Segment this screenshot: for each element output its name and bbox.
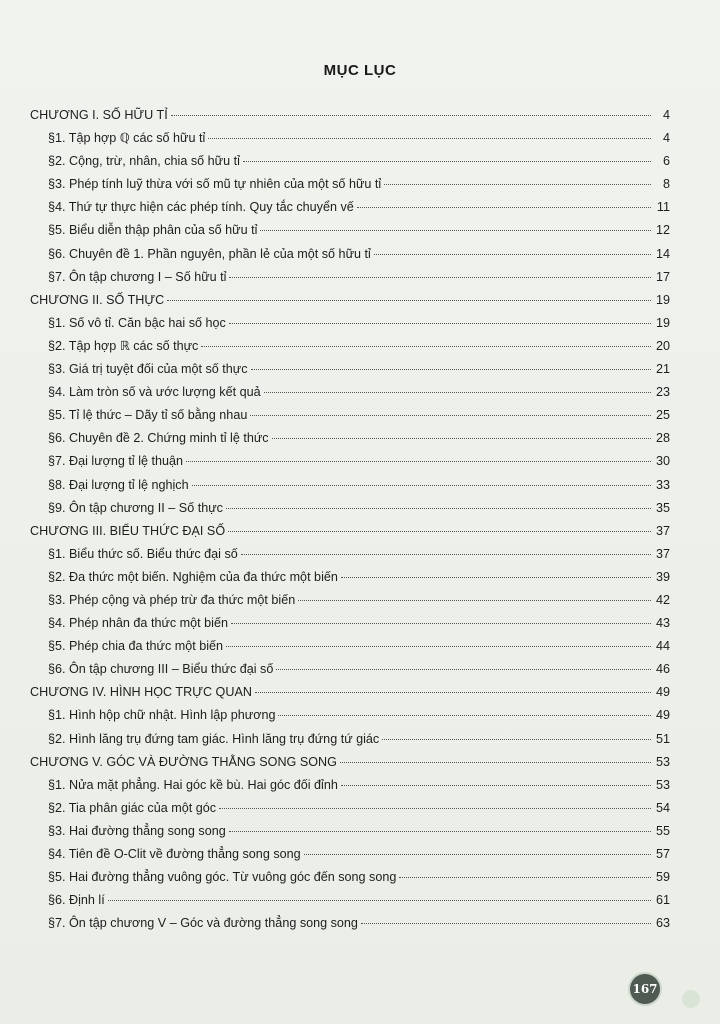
toc-entry-page: 25 [655,408,670,423]
dot-leader [231,623,651,624]
toc-entry-page: 57 [655,847,670,861]
dot-leader [255,692,651,693]
dot-leader [250,415,651,416]
dot-leader [167,300,651,301]
dot-leader [229,323,651,324]
toc-entry-label: CHƯƠNG I. SỐ HỮU TỈ [30,108,168,122]
toc-section-row[interactable] [30,704,670,727]
toc-section-row[interactable] [30,589,670,612]
toc-chapter-row[interactable] [30,289,670,312]
toc-entry-page: 19 [655,315,670,330]
dot-leader [260,230,651,231]
toc-entry-label: §6. Chuyên đề 2. Chứng minh tỉ lệ thức [48,431,269,446]
dot-leader [384,184,651,185]
toc-entry-label: §4. Làm tròn số và ước lượng kết quả [48,385,261,400]
toc-entry-label: §4. Thứ tự thực hiện các phép tính. Quy tắc chuyển vế [48,200,354,215]
dot-leader [219,808,651,809]
dot-leader [304,854,651,855]
toc-chapter-row[interactable] [30,104,670,127]
toc-entry-label: §2. Cộng, trừ, nhân, chia số hữu tỉ [48,154,240,169]
toc-entry-label: §3. Hai đường thẳng song song [48,823,226,838]
toc-entry-label: §7. Ôn tập chương I – Số hữu tỉ [48,269,227,284]
dot-leader [361,923,651,924]
toc-entry-page: 8 [662,177,670,192]
toc-entry-page: 4 [662,108,670,122]
dot-leader [201,346,651,347]
toc-entry-page: 51 [655,731,670,746]
toc-entry-page: 49 [655,708,670,723]
dot-leader [243,161,651,162]
toc-entry-label: §2. Tập hợp ℝ các số thực [48,338,199,353]
toc-entry-page: 43 [655,616,670,631]
toc-section-row[interactable] [30,404,670,427]
toc-entry-label: §2. Hình lăng trụ đứng tam giác. Hình lăng trụ đứng tứ giác [48,731,380,746]
dot-leader [272,438,651,439]
toc-entry-label: §1. Số vô tỉ. Căn bậc hai số học [48,315,226,330]
toc-entry-page: 11 [656,200,670,215]
toc-section-row[interactable] [30,243,670,266]
dot-leader [208,138,651,139]
toc-section-row[interactable] [30,358,670,381]
toc-entry-label: §2. Đa thức một biến. Nghiệm của đa thức một biến [48,569,338,584]
toc-entry-label: §7. Ôn tập chương V – Góc và đường thẳng song song [48,916,358,931]
toc-entry-page: 44 [655,639,670,654]
toc-section-row[interactable] [30,381,670,404]
toc-entry-page: 37 [655,523,670,538]
toc-entry-label: CHƯƠNG IV. HÌNH HỌC TRỰC QUAN [30,685,252,700]
toc-entry-label: §5. Hai đường thẳng vuông góc. Từ vuông góc đến song song [48,870,397,885]
dot-leader [374,254,651,255]
toc-entry-page: 19 [655,292,670,307]
dot-leader [241,554,651,555]
toc-section-row[interactable] [30,612,670,635]
dot-leader [264,392,651,393]
toc-entry-page: 49 [655,685,670,700]
toc-chapter-row[interactable] [30,520,670,543]
toc-entry-page: 53 [655,754,670,769]
decorative-circle [682,990,700,1008]
toc-entry-label: CHƯƠNG V. GÓC VÀ ĐƯỜNG THẲNG SONG SONG [30,754,337,769]
toc-section-row[interactable] [30,266,670,289]
toc-entry-page: 46 [655,662,670,677]
toc-section-row[interactable] [30,658,670,681]
toc-section-row[interactable] [30,866,670,889]
toc-section-row[interactable] [30,427,670,450]
toc-entry-page: 37 [655,546,670,561]
toc-entry-page: 4 [662,131,670,146]
toc-chapter-row[interactable] [30,681,670,704]
toc-section-row[interactable] [30,219,670,242]
dot-leader [192,485,651,486]
dot-leader [229,831,651,832]
toc-entry-label: §6. Ôn tập chương III – Biểu thức đại số [48,662,274,677]
toc-entry-page: 54 [655,800,670,815]
dot-leader [226,508,651,509]
toc-entry-label: §3. Phép cộng và phép trừ đa thức một biến [48,592,296,607]
dot-leader [357,207,651,208]
toc-entry-page: 20 [655,338,670,353]
toc-entry-page: 61 [655,893,670,908]
toc-entry-label: CHƯƠNG II. SỐ THỰC [30,292,165,307]
toc-entry-label: §5. Phép chia đa thức một biến [48,639,224,654]
toc-entry-label: §7. Đại lượng tỉ lệ thuận [48,454,184,469]
toc-entry-label: §1. Nửa mặt phẳng. Hai góc kề bù. Hai góc đối đỉnh [48,777,338,792]
toc-entry-label: §4. Phép nhân đa thức một biến [48,616,228,631]
toc-entry-page: 28 [655,431,670,446]
toc-section-row[interactable] [30,474,670,497]
toc-entry-label: §5. Tỉ lệ thức – Dãy tỉ số bằng nhau [48,408,248,423]
toc-chapter-row[interactable] [30,751,670,774]
toc-section-row[interactable] [30,843,670,866]
dot-leader [229,277,651,278]
toc-section-row[interactable] [30,173,670,196]
toc-entry-page: 23 [655,385,670,400]
dot-leader [278,715,651,716]
toc-entry-page: 35 [655,500,670,515]
dot-leader [171,115,651,116]
dot-leader [276,669,651,670]
toc-entry-page: 59 [655,870,670,885]
toc-entry-label: §6. Chuyên đề 1. Phần nguyên, phần lẻ của một số hữu tỉ [48,246,371,261]
toc-section-row[interactable] [30,312,670,335]
dot-leader [298,600,651,601]
toc-entry-label: §3. Giá trị tuyệt đối của một số thực [48,362,248,377]
dot-leader [399,877,651,878]
toc-entry-label: §6. Định lí [48,893,105,908]
toc-entry-label: §1. Biểu thức số. Biểu thức đại số [48,546,238,561]
toc-entry-label: CHƯƠNG III. BIỂU THỨC ĐẠI SỐ [30,523,226,538]
toc-section-row[interactable] [30,196,670,219]
page-title: MỤC LỤC [323,62,397,79]
toc-entry-page: 53 [655,777,670,792]
toc-section-row[interactable] [30,728,670,751]
dot-leader [226,646,651,647]
dot-leader [186,461,651,462]
toc-section-row[interactable] [30,912,670,935]
toc-entry-page: 6 [662,154,670,169]
toc-entry-page: 39 [655,569,670,584]
toc-entry-page: 63 [655,916,670,931]
toc-section-row[interactable] [30,543,670,566]
toc-section-row[interactable] [30,497,670,520]
toc-entry-label: §8. Đại lượng tỉ lệ nghịch [48,477,189,492]
dot-leader [108,900,651,901]
toc-entry-label: §5. Biểu diễn thập phân của số hữu tỉ [48,223,258,238]
dot-leader [340,762,651,763]
page-number-badge: 167 [630,974,660,1004]
toc-entry-page: 14 [655,246,670,261]
dot-leader [341,785,651,786]
toc-section-row[interactable] [30,635,670,658]
toc-section-row[interactable] [30,566,670,589]
toc-entry-page: 30 [655,454,670,469]
toc-entry-label: §1. Tập hợp ℚ các số hữu tỉ [48,131,206,146]
table-of-contents [30,104,670,935]
toc-entry-page: 55 [655,823,670,838]
toc-section-row[interactable] [30,889,670,912]
toc-section-row[interactable] [30,127,670,150]
toc-section-row[interactable] [30,450,670,473]
dot-leader [341,577,651,578]
toc-section-row[interactable] [30,797,670,820]
toc-entry-label: §9. Ôn tập chương II – Số thực [48,500,223,515]
toc-entry-label: §2. Tia phân giác của một góc [48,800,217,815]
toc-entry-page: 21 [655,362,670,377]
toc-entry-label: §3. Phép tính luỹ thừa với số mũ tự nhiên của một số hữu tỉ [48,177,382,192]
dot-leader [228,531,651,532]
toc-entry-page: 12 [655,223,670,238]
toc-entry-page: 17 [655,269,670,284]
toc-section-row[interactable] [30,335,670,358]
toc-entry-page: 33 [655,477,670,492]
toc-section-row[interactable] [30,150,670,173]
dot-leader [382,739,651,740]
toc-entry-page: 42 [655,592,670,607]
toc-entry-label: §4. Tiên đề O-Clit về đường thẳng song song [48,847,301,861]
toc-section-row[interactable] [30,820,670,843]
dot-leader [251,369,651,370]
toc-section-row[interactable] [30,774,670,797]
toc-entry-label: §1. Hình hộp chữ nhật. Hình lập phương [48,708,276,723]
